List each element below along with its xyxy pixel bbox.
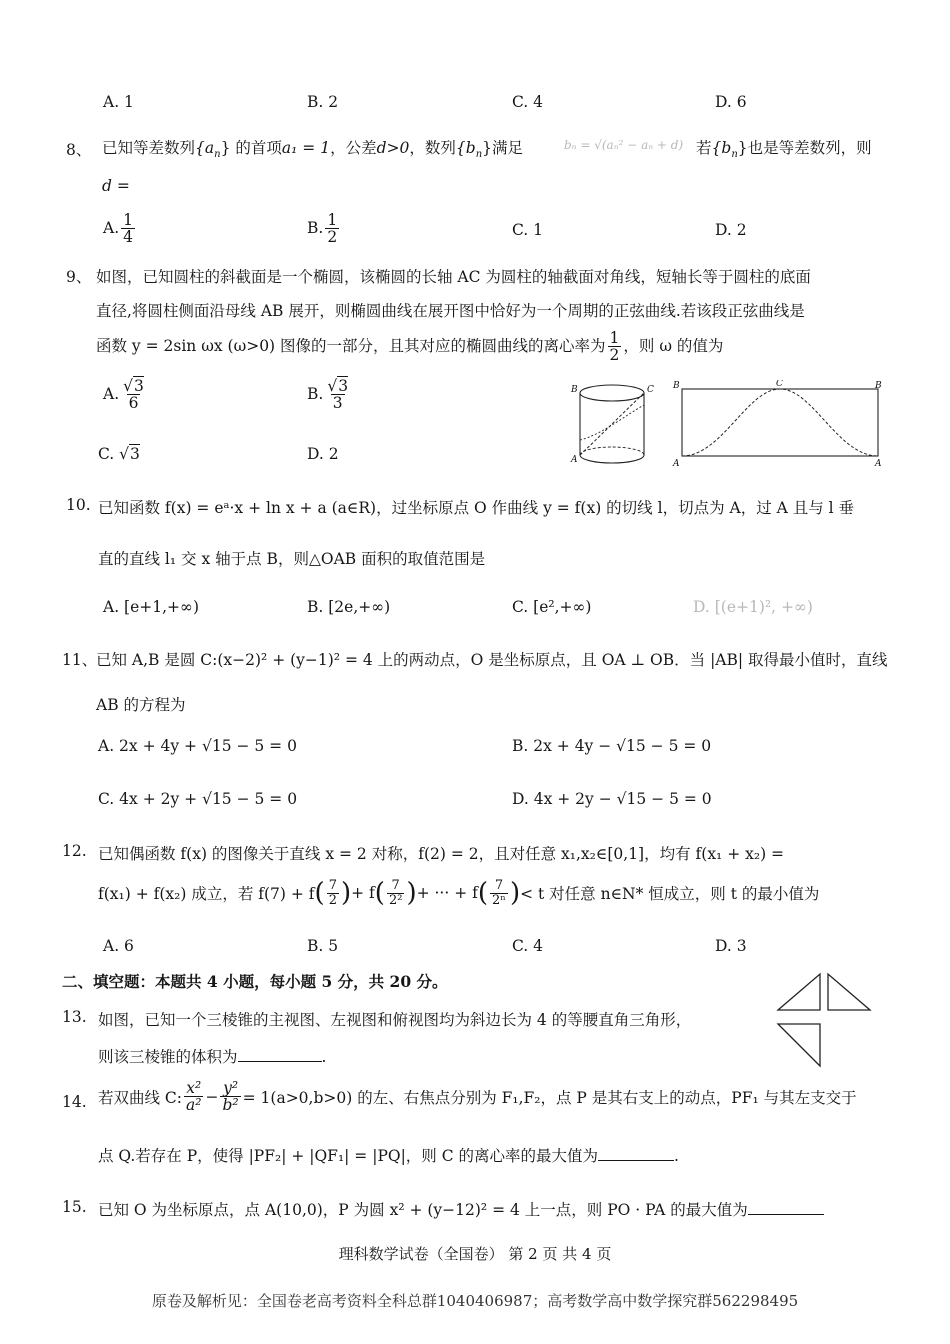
q8-option-b [307,212,341,246]
q8-seq-a-close: } [220,139,231,157]
q12-frac1-den: 2 [328,892,337,908]
q9-ecc-den: 2 [609,346,620,365]
answer-blank[interactable] [238,1061,322,1062]
q9-line3 [96,330,723,364]
q14-x-num: x² [186,1079,202,1097]
q12-line2-post: < t 对任意 n∈N* 恒成立，则 t 的最小值为 [520,885,820,903]
answer-blank[interactable] [598,1160,674,1161]
page-footer: 理科数学试卷（全国卷） 第 2 页 共 4 页 [338,1245,612,1263]
q14-line2 [98,1144,679,1166]
question-number: 8、 [66,141,92,159]
q12-frac2-den: 2² [388,892,403,908]
q10-option-a: A. [e+1,+∞) [103,598,199,616]
q8-option-d: D. 2 [715,221,747,239]
q7-option-c: C. 4 [512,93,544,111]
q7-option-a: A. 1 [103,93,134,111]
q13-three-views-figure [770,968,888,1072]
answer-blank[interactable] [748,1214,824,1215]
q14-minus: − [205,1087,219,1106]
q7-option-d: D. 6 [715,93,747,111]
q9-option-a-label: A. [103,384,120,403]
cyl-label-b: B [571,385,578,395]
q12-option-c: C. 4 [512,937,544,955]
question-number: 14. [62,1093,87,1111]
q12-ellipsis: + ··· + f [416,884,478,902]
q9-option-a-rad: 3 [134,377,144,395]
q8-option-a [103,212,137,246]
q8-also-text: 也是等差数列，则 [747,139,872,157]
q14-y-den: b² [222,1096,239,1115]
q8-first-term-text: 的首项 [235,139,282,157]
q8-seq-b-close: } [482,139,493,157]
q14-line2-text: 点 Q.若存在 P，使得 |PF₂| + |QF₁| = |PQ|，则 C 的离心率的最大值为 [98,1147,599,1165]
q8-formula-faint: bₙ = √(aₙ² − aₙ + d) [564,138,684,152]
q8-option-b-num: 1 [327,211,338,229]
q11-option-b: B. 2x + 4y − √15 − 5 = 0 [512,737,712,755]
q8-seq-b-pre: ，数列 [409,139,456,157]
q11-line2: AB 的方程为 [96,696,186,714]
q14-line1 [98,1080,857,1114]
q8-seq-a-sub: n [214,149,221,161]
q15-line1-text: 已知 O 为坐标原点，点 A(10,0)，P 为圆 x² + (y−12)² = 4 上一点，则 PO · PA 的最大值为 [98,1201,748,1219]
q8-option-b-den: 2 [327,228,338,247]
q8-common-diff: ，公差 [330,139,377,157]
q14-line1-post: = 1(a>0,b>0) 的左、右焦点分别为 F₁,F₂，点 P 是其右支上的动点，PF₁ 与其左支交于 [242,1088,857,1107]
q9-unfolded-figure [672,380,886,470]
q9-option-c-label: C. [98,445,115,463]
section-heading: 二、填空题：本题共 4 小题，每小题 5 分，共 20 分。 [62,972,448,991]
cyl-label-a: A [571,455,578,465]
q9-option-a: A. $\frac{√3}{6}$ [103,377,144,413]
q8-option-a-den: 4 [123,228,133,247]
q11-option-d: D. 4x + 2y − √15 − 5 = 0 [512,790,712,808]
q12-option-a: A. 6 [103,937,134,955]
q14-line2-end: . [674,1147,679,1165]
q14-pre: 若双曲线 C: [98,1088,183,1107]
source-watermark: 原卷及解析见：全国卷老高考资料全科总群1040406987；高考数学高中数学探究群562298495 [151,1292,799,1310]
q9-option-b-rad: 3 [338,377,349,395]
q8-a1: a₁ = 1 [281,139,331,157]
question-number: 11、 [62,651,98,669]
q8-line1 [102,136,523,160]
q12-line2-pre: f(x₁) + f(x₂) 成立，若 f(7) + f [98,885,315,903]
q8-seq-b: {b [455,139,476,157]
q8-seq-a: {a [195,139,215,157]
q9-option-c: C. √3 [98,445,140,463]
q11-option-a: A. 2x + 4y + √15 − 5 = 0 [98,737,297,755]
q9-cylinder-figure [566,380,660,470]
q11-option-c: C. 4x + 2y + √15 − 5 = 0 [98,790,298,808]
q12-plus1: + f [351,884,375,902]
q12-option-d: D. 3 [715,937,747,955]
unf-label-a-right: A [875,459,882,469]
q10-option-d: D. [(e+1)², +∞) [693,598,813,616]
q9-line2: 直径,将圆柱侧面沿母线 AB 展开，则椭圆曲线在展开图中恰好为一个周期的正弦曲线.若该段正弦曲线是 [96,302,805,320]
q8-line1-end: 若$\{b_n\}$也是等差数列，则 [696,139,872,161]
q8-satisfies: 满足 [492,139,524,157]
q8-text-pre: 已知等差数列 [102,139,196,157]
q8-option-b-label: B. [307,218,324,237]
question-number: 13. [62,1008,87,1026]
q8-option-a-num: 1 [123,211,133,229]
q9-option-b: B. $\frac{√3}{3}$ [307,377,349,413]
unf-label-b-right: B [875,381,882,391]
q8-d-cond: d>0 [376,139,410,157]
q8-option-c: C. 1 [512,221,544,239]
q8-line2: d = [102,177,130,195]
q10-line2: 直的直线 l₁ 交 x 轴于点 B，则△OAB 面积的取值范围是 [98,550,486,568]
q8-seq-b-sub: n [475,149,483,161]
q12-frac2-num: 7 [391,877,400,893]
q9-option-a-den: 6 [128,394,139,413]
q10-line1: 已知函数 f(x) = eᵃ·x + ln x + a (a∈R)，过坐标原点 O 作曲线 y = f(x) 的切线 l，切点为 A，过 A 且与 l 垂 [98,499,855,517]
q12-frac1-num: 7 [328,877,337,893]
cyl-label-c: C [647,385,654,395]
q8-option-a-label: A. [103,218,120,237]
question-number: 9、 [66,268,92,286]
q14-y-num: y² [223,1079,239,1097]
q15-line1 [98,1198,824,1220]
q9-option-c-rad: 3 [130,445,140,463]
q13-line1: 如图，已知一个三棱锥的主视图、左视图和俯视图均为斜边长为 4 的等腰直角三角形， [98,1011,692,1029]
unf-label-a-left: A [673,459,680,469]
q10-option-b: B. [2e,+∞) [307,598,391,616]
q12-line2: f(x₁) + f(x₂) 成立，若 f(7) + f ( $\frac{7}{2}$ ) + f ( $\frac{7}{\text{2²}}$ ) + ··· + f ( $\frac{7}{\text{2ⁿ}}$ ) < t 对任意 n∈N* 恒成立，则 t 的最小值为 [98,877,820,908]
q9-line1: 如图，已知圆柱的斜截面是一个椭圆，该椭圆的长轴 AC 为圆柱的轴截面对角线，短轴长等于圆柱的底面 [96,268,811,286]
q9-line3-pre: 函数 y = 2sin ωx (ω>0) 图像的一部分，且其对应的椭圆曲线的离心率为 [96,336,606,355]
q13-line2 [98,1045,326,1067]
question-number: 15. [62,1198,87,1216]
q12-option-b: B. 5 [307,937,339,955]
q10-option-c: C. [e²,+∞) [512,598,592,616]
q11-line1: 已知 A,B 是圆 C:(x−2)² + (y−1)² = 4 上的两动点，O 是坐标原点，且 OA ⊥ OB．当 |AB| 取得最小值时，直线 [96,651,888,669]
q9-ecc-num: 1 [609,329,620,347]
q9-option-d: D. 2 [307,445,339,463]
q8-if-text: 若 [696,139,712,157]
q12-frac3-den: 2ⁿ [492,892,506,908]
q9-line3-post: ，则 ω 的值为 [623,336,724,355]
q12-line1: 已知偶函数 f(x) 的图像关于直线 x = 2 对称，f(2) = 2，且对任意 x₁,x₂∈[0,1]，均有 f(x₁ + x₂) = [98,845,785,863]
q12-frac3-num: 7 [494,877,504,893]
q13-line2-text: 则该三棱锥的体积为 [98,1048,238,1066]
q9-option-b-label: B. [307,384,324,403]
unf-label-b-left: B [673,381,680,391]
q14-x-den: a² [186,1096,202,1115]
q9-option-b-den: 3 [332,394,343,413]
q13-line2-end: . [321,1048,327,1066]
question-number: 10. [66,496,91,514]
unf-label-c: C [776,380,783,389]
question-number: 12. [62,842,87,860]
q7-option-b: B. 2 [307,93,339,111]
